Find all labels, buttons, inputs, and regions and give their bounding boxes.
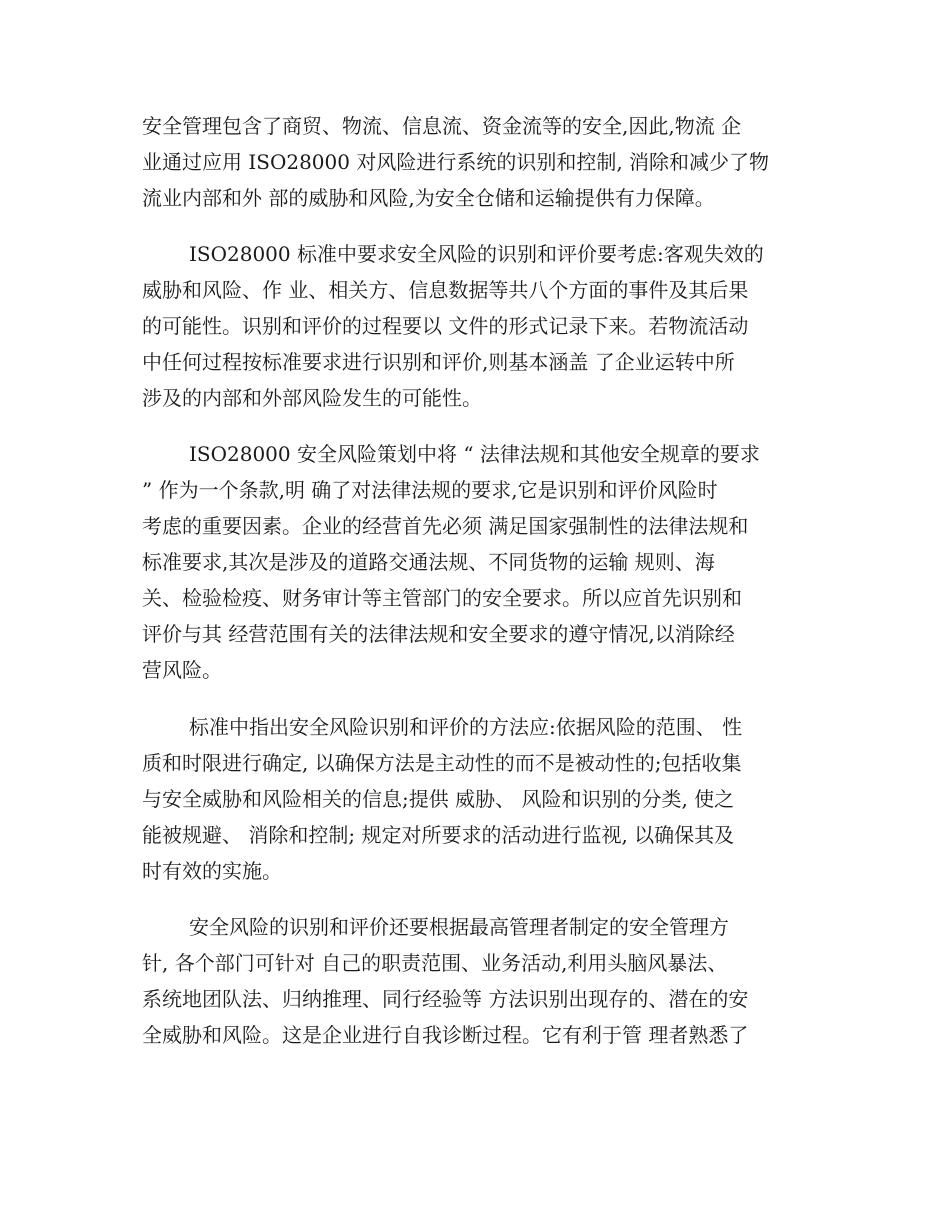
text-line: 威胁和风险、作 业、相关方、信息数据等共八个方面的事件及其后果	[142, 278, 749, 302]
text-line: 时有效的实施。	[142, 859, 282, 883]
text-line: 的可能性。识别和评价的过程要以 文件的形式记录下来。若物流活动	[142, 314, 749, 338]
text-line: 流业内部和外 部的威胁和风险,为安全仓储和运输提供有力保障。	[142, 186, 715, 210]
text-line: 业通过应用 ISO28000 对风险进行系统的识别和控制, 消除和减少了物	[142, 150, 770, 174]
text-line: 系统地团队法、归纳推理、同行经验等 方法识别出现存的、潜在的安	[142, 987, 749, 1011]
text-line: 标准中指出安全风险识别和评价的方法应:依据风险的范围、 性	[189, 715, 743, 739]
text-line: 标准要求,其次是涉及的道路交通法规、不同货物的运输 规则、海	[142, 550, 715, 574]
text-line: 评价与其 经营范围有关的法律法规和安全要求的遵守情况,以消除经	[142, 622, 735, 646]
text-line: 与安全威胁和风险相关的信息;提供 威胁、 风险和识别的分类, 使之	[142, 787, 735, 811]
text-line: 中任何过程按标准要求进行识别和评价,则基本涵盖 了企业运转中所	[142, 350, 735, 374]
text-line: 针, 各个部门可针对 自己的职责范围、业务活动,利用头脑风暴法、	[142, 951, 728, 975]
text-line: 关、检验检疫、财务审计等主管部门的安全要求。所以应首先识别和	[142, 586, 742, 610]
text-line: 营风险。	[142, 658, 222, 682]
text-line: 安全风险的识别和评价还要根据最高管理者制定的安全管理方	[189, 915, 729, 939]
text-line: ISO28000 安全风险策划中将 “ 法律法规和其他安全规章的要求	[189, 442, 760, 466]
text-line: 安全管理包含了商贸、物流、信息流、资金流等的安全,因此,物流 企	[142, 114, 742, 138]
text-line: 能被规避、 消除和控制; 规定对所要求的活动进行监视, 以确保其及	[142, 823, 735, 847]
text-line: 全威胁和风险。这是企业进行自我诊断过程。它有利于管 理者熟悉了	[142, 1023, 749, 1047]
text-line: ISO28000 标准中要求安全风险的识别和评价要考虑:客观失效的	[189, 242, 764, 266]
text-line: 涉及的内部和外部风险发生的可能性。	[142, 386, 482, 410]
text-line: 质和时限进行确定, 以确保方法是主动性的而不是被动性的;包括收集	[142, 751, 742, 775]
text-line: ” 作为一个条款,明 确了对法律法规的要求,它是识别和评价风险时	[142, 478, 718, 502]
text-line: 考虑的重要因素。企业的经营首先必须 满足国家强制性的法律法规和	[142, 514, 749, 538]
